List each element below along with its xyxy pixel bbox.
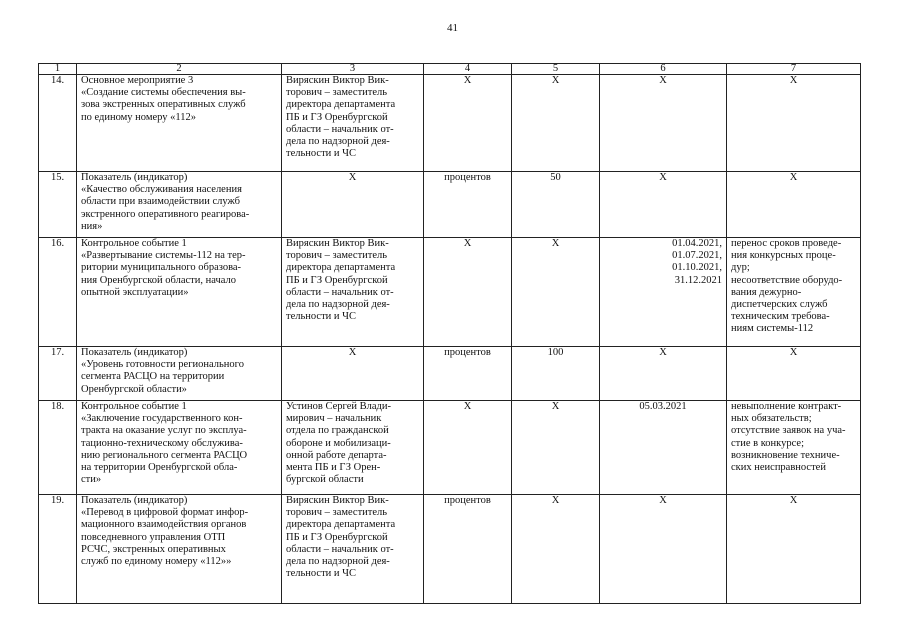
row-number: 19. (39, 495, 77, 604)
table-row (39, 75, 861, 172)
unit-cell: Х (424, 238, 512, 347)
column-header: 2 (77, 64, 282, 75)
unit-cell: Х (424, 75, 512, 172)
row-number: 17. (39, 347, 77, 401)
item-name: Показатель (индикатор) «Перевод в цифровой формат инфор- мационного взаимодействия органов повседневного управления ОТП РСЧС, экстренных оперативных служб по единому номеру «112»» (77, 495, 282, 604)
table-row (39, 172, 861, 238)
item-name: Основное мероприятие 3 «Создание системы обеспечения вы- зова экстренных оперативных служб по единому номеру «112» (77, 75, 282, 172)
unit-cell: процентов (424, 495, 512, 604)
column-header: 1 (39, 64, 77, 75)
value-cell: Х (512, 495, 600, 604)
unit-cell: процентов (424, 172, 512, 238)
value-cell: Х (512, 238, 600, 347)
page-number: 41 (447, 22, 458, 34)
responsible-person: Виряскин Виктор Вик- торович – заместитель директора департамента ПБ и ГЗ Оренбургской области – начальник от- дела по надзорной дея- тельности и ЧС (282, 495, 424, 604)
date-cell: Х (600, 495, 727, 604)
unit-cell: Х (424, 401, 512, 495)
table-row (39, 495, 861, 604)
item-name: Контрольное событие 1 «Развертывание системы-112 на тер- ритории муниципального образова- ния Оренбургской области, начало опытной эксплуатации» (77, 238, 282, 347)
date-cell: Х (600, 347, 727, 401)
value-cell: 50 (512, 172, 600, 238)
row-number: 18. (39, 401, 77, 495)
plan-table (38, 63, 861, 604)
item-name: Контрольное событие 1 «Заключение государственного кон- тракта на оказание услуг по эксплуа- тационно-техническому обслужива- нию регионального сегмента РАСЦО на территории Оренбургской обла- сти» (77, 401, 282, 495)
responsible-person: Устинов Сергей Влади- мирович – начальник отдела по гражданской обороне и мобилизаци- онной работе департа- мента ПБ и ГЗ Орен- бургской области (282, 401, 424, 495)
value-cell: Х (512, 401, 600, 495)
row-number: 14. (39, 75, 77, 172)
item-name: Показатель (индикатор) «Уровень готовности регионального сегмента РАСЦО на территории Оренбургской области» (77, 347, 282, 401)
risks-cell: Х (727, 172, 861, 238)
date-cell: Х (600, 172, 727, 238)
responsible-person: Х (282, 347, 424, 401)
column-header: 4 (424, 64, 512, 75)
row-number: 16. (39, 238, 77, 347)
table-row (39, 401, 861, 495)
table-row (39, 238, 861, 347)
column-header: 6 (600, 64, 727, 75)
date-cell: 05.03.2021 (600, 401, 727, 495)
date-cell: Х (600, 75, 727, 172)
value-cell: Х (512, 75, 600, 172)
column-header: 3 (282, 64, 424, 75)
responsible-person: Виряскин Виктор Вик- торович – заместитель директора департамента ПБ и ГЗ Оренбургской области – начальник от- дела по надзорной дея- тельности и ЧС (282, 75, 424, 172)
column-header: 7 (727, 64, 861, 75)
column-header: 5 (512, 64, 600, 75)
risks-cell: Х (727, 347, 861, 401)
header-row (39, 64, 861, 75)
item-name: Показатель (индикатор) «Качество обслуживания населения области при взаимодействии служб экстренного оперативного реагирова- ния» (77, 172, 282, 238)
risks-cell: невыполнение контракт- ных обязательств; отсутствие заявок на уча- стие в конкурсе; возникновение техниче- ских неисправностей (727, 401, 861, 495)
risks-cell: перенос сроков проведе- ния конкурсных проце- дур; несоответствие оборудо- вания дежурно- диспетчерских служб техническим требова- ниям системы-112 (727, 238, 861, 347)
date-cell: 01.04.2021, 01.07.2021, 01.10.2021, 31.12.2021 (600, 238, 727, 347)
responsible-person: Х (282, 172, 424, 238)
risks-cell: Х (727, 75, 861, 172)
table-row (39, 347, 861, 401)
row-number: 15. (39, 172, 77, 238)
risks-cell: Х (727, 495, 861, 604)
unit-cell: процентов (424, 347, 512, 401)
value-cell: 100 (512, 347, 600, 401)
responsible-person: Виряскин Виктор Вик- торович – заместитель директора департамента ПБ и ГЗ Оренбургской области – начальник от- дела по надзорной дея- тельности и ЧС (282, 238, 424, 347)
